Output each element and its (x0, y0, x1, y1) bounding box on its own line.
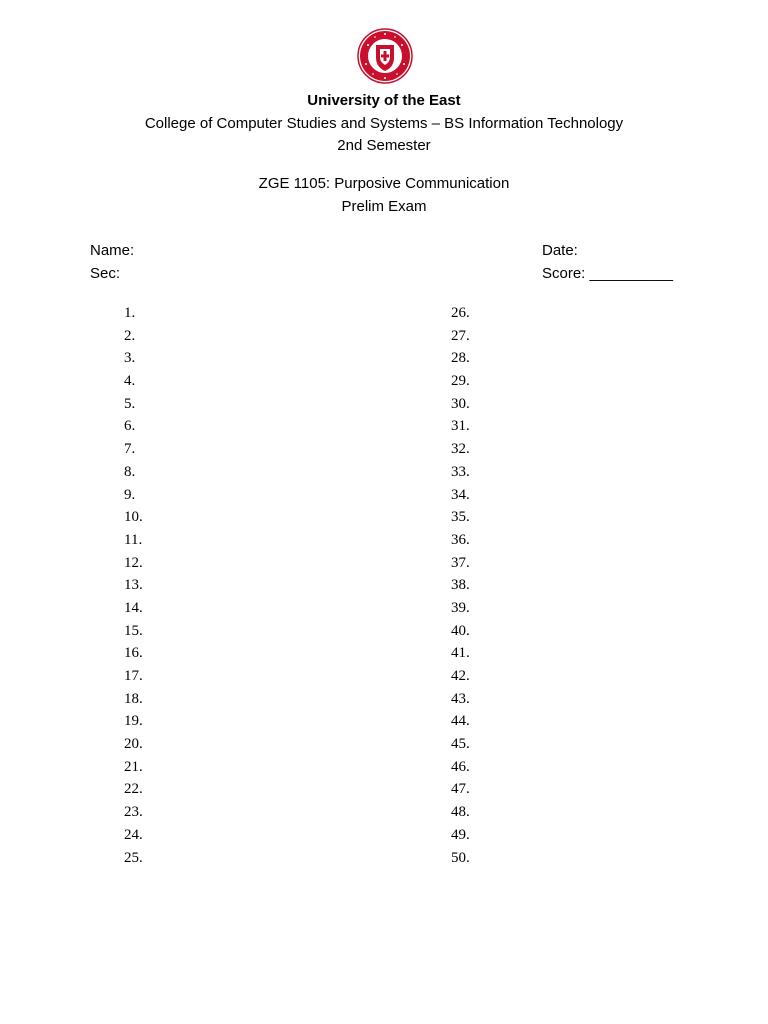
answer-number: 24. (124, 826, 143, 843)
answer-number: 10. (124, 509, 143, 526)
answer-number: 44. (451, 713, 470, 730)
answer-number: 16. (124, 645, 143, 662)
answer-number: 46. (451, 758, 470, 775)
answer-number: 29. (451, 373, 470, 390)
answer-number: 32. (451, 441, 470, 458)
answer-number: 34. (451, 486, 470, 503)
answer-number: 50. (451, 849, 470, 866)
answer-number: 12. (124, 554, 143, 571)
answer-number: 27. (451, 327, 470, 344)
answer-column-left (124, 302, 143, 869)
answer-number: 47. (451, 781, 470, 798)
answer-number: 15. (124, 622, 143, 639)
semester-label: 2nd Semester (337, 137, 431, 154)
answer-number: 18. (124, 690, 143, 707)
answer-number: 5. (124, 395, 136, 412)
answer-number: 1. (124, 305, 136, 321)
answer-number: 37. (451, 554, 470, 571)
answer-number: 30. (451, 395, 470, 412)
answer-number: 13. (124, 577, 143, 594)
answer-number: 41. (451, 645, 470, 662)
answer-number: 8. (124, 463, 136, 480)
answer-number: 39. (451, 599, 470, 616)
answer-number: 42. (451, 668, 470, 684)
answer-number: 45. (451, 736, 470, 753)
answer-number: 36. (451, 531, 470, 548)
answer-number: 22. (124, 781, 143, 798)
answer-number: 49. (451, 826, 470, 843)
section-field-label: Sec: (90, 265, 121, 282)
date-field-label: Date: (542, 242, 578, 259)
score-field-label: Score: __________ (542, 265, 673, 282)
answer-number: 21. (124, 758, 143, 775)
answer-number: 31. (451, 418, 470, 435)
answer-number: 48. (451, 804, 470, 821)
answer-number: 35. (451, 509, 470, 526)
answer-number: 25. (124, 849, 143, 866)
answer-number: 20. (124, 736, 143, 753)
answer-number: 38. (451, 577, 470, 594)
college-name: College of Computer Studies and Systems – BS Information Technology (144, 115, 624, 132)
answer-number: 19. (124, 713, 143, 730)
answer-number: 23. (124, 804, 143, 821)
answer-number: 43. (451, 690, 470, 707)
answer-number: 11. (124, 531, 143, 548)
answer-number: 26. (451, 305, 470, 321)
answer-number: 17. (124, 668, 143, 684)
answer-number: 40. (451, 622, 470, 639)
answer-number: 4. (124, 373, 136, 390)
university-name: University of the East (307, 92, 461, 109)
answer-number: 6. (124, 418, 136, 435)
answer-number: 7. (124, 441, 136, 458)
answer-number: 3. (124, 350, 136, 367)
answer-number: 9. (124, 486, 136, 503)
answer-number: 28. (451, 350, 470, 367)
answer-number: 33. (451, 463, 470, 480)
name-field-label: Name: (90, 242, 135, 259)
answer-number: 14. (124, 599, 143, 616)
course-title: ZGE 1105: Purposive Communication (258, 175, 510, 192)
answer-column-right (451, 302, 470, 869)
answer-number: 2. (124, 327, 136, 344)
exam-title: Prelim Exam (341, 198, 427, 215)
university-seal-logo (353, 28, 417, 84)
